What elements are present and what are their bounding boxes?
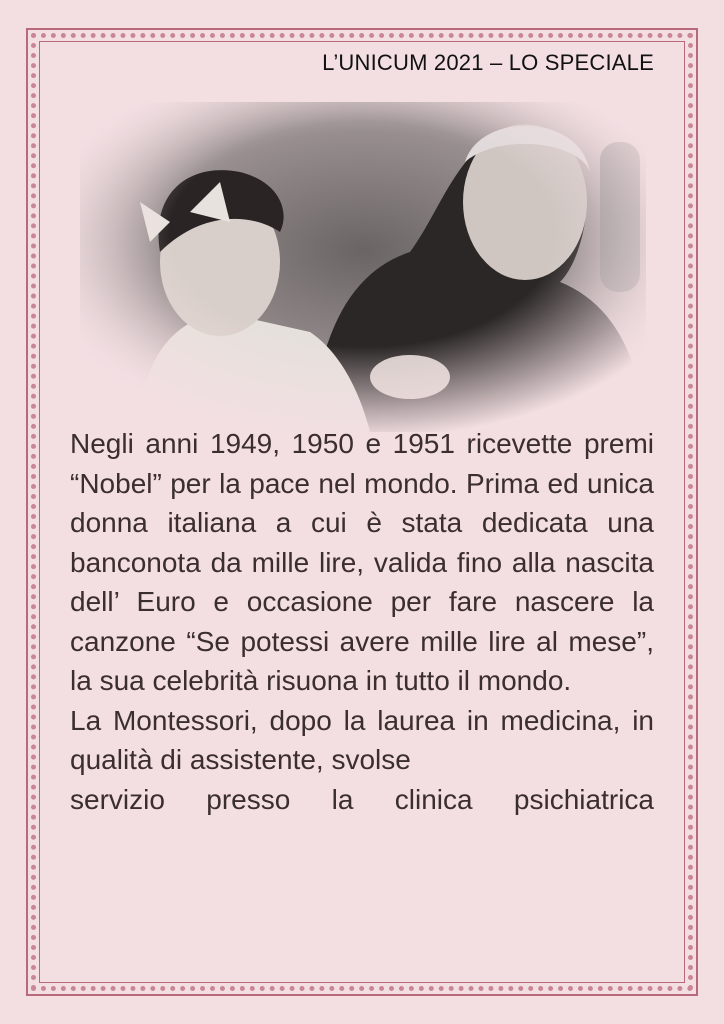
paragraph: La Montessori, dopo la laurea in medicina, in qualità di assistente, svolse: [70, 704, 654, 775]
photo-icon: [80, 102, 646, 432]
article-body: [70, 424, 654, 819]
historical-photo: [80, 102, 646, 432]
page-header: L’UNICUM 2021 – LO SPECIALE: [322, 50, 654, 75]
paragraph-last-line: servizio presso la clinica psichiatrica: [70, 783, 654, 815]
paragraph: Negli anni 1949, 1950 e 1951 ricevette premi “Nobel” per la pace nel mondo. Prima ed unica donna italiana a cui è stata dedicata una banconota da mille lire, valida fino alla nascita dell’ Euro e occasione per fare nascere la canzone “Se potessi avere mille lire al mese”, la sua celebrità risuona in tutto il mondo.: [70, 428, 654, 696]
